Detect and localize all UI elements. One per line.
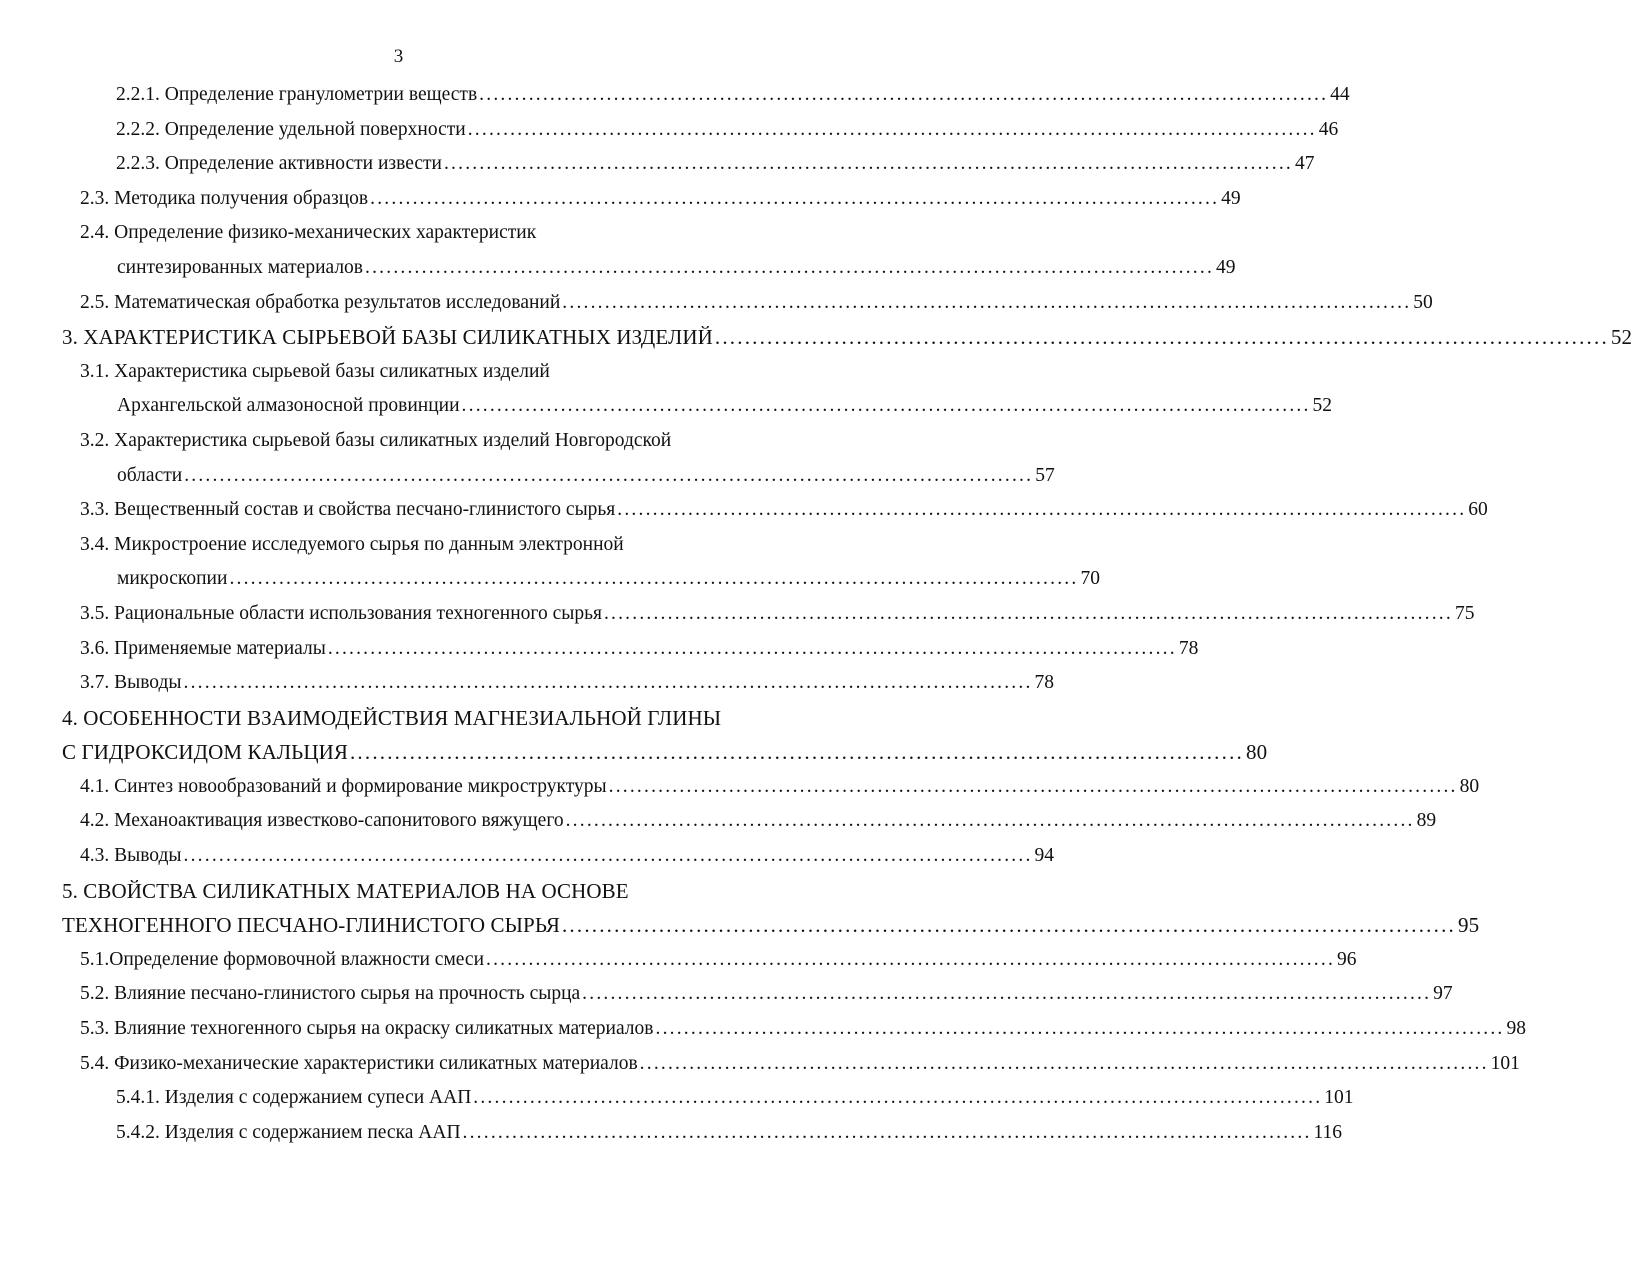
toc-entry [0,389,1333,424]
toc-entry-title: 3.3. Вещественный состав и свойства песчано-глинистого сырья [80,499,616,521]
toc-entry-page-number: 89 [1416,810,1437,832]
toc-entry-page-number: 70 [1080,568,1100,590]
toc-entry-title: 2.2.3. Определение активности извести [116,153,442,175]
toc-entry [0,632,1199,667]
toc-entry [0,701,797,736]
toc-entry-page-number: 46 [1318,118,1339,140]
dot-leader: ........................................................................................................................ [714,325,1609,350]
toc-entry [0,78,1350,113]
toc-entry [0,597,1475,632]
toc-entry [0,804,1437,839]
toc-entry [0,839,1055,874]
toc-entry-page-number: 44 [1330,84,1350,105]
toc-entry-page-number: 78 [1178,637,1199,659]
toc-entry-title: 5. СВОЙСТВА СИЛИКАТНЫХ МАТЕРИАЛОВ НА ОСНОВЕ [62,878,629,903]
toc-entry [0,286,1433,321]
toc-entry-title: ТЕХНОГЕННОГО ПЕСЧАНО-ГЛИНИСТОГО СЫРЬЯ [62,913,560,938]
toc-entry [0,874,797,909]
dot-leader: ........................................................................................................................ [473,1087,1323,1109]
dot-leader: ........................................................................................................................ [479,84,1329,105]
dot-leader: ........................................................................................................................ [655,1018,1505,1040]
toc-entry [0,355,797,390]
toc-entry [0,977,1453,1012]
toc-entry [0,251,1236,286]
dot-leader: ........................................................................................................................ [561,913,1456,938]
toc-entry-page-number: 49 [1221,187,1241,209]
toc-entry [0,943,1357,978]
dot-leader: ........................................................................................................................ [565,810,1415,832]
dot-leader: ........................................................................................................................ [608,775,1458,797]
toc-entry-page-number: 94 [1034,845,1055,867]
toc-entry-title: Архангельской алмазоносной провинции [117,395,460,417]
toc-entry-title: 5.4.1. Изделия с содержанием супеси ААП [116,1087,472,1109]
dot-leader: ........................................................................................................................ [617,499,1467,521]
toc-entry [0,320,1632,355]
dot-leader: ........................................................................................................................ [461,395,1311,417]
toc-entry-title: 5.3. Влияние техногенного сырья на окраску силикатных материалов [80,1018,654,1040]
toc-entry-page-number: 116 [1313,1121,1343,1143]
toc-entry [0,459,1055,494]
dot-leader: ........................................................................................................................ [562,291,1412,313]
toc-entry-title: С ГИДРОКСИДОМ КАЛЬЦИЯ [62,740,348,765]
toc-entry-page-number: 50 [1413,291,1433,313]
toc-entry-title: 5.4.2. Изделия с содержанием песка ААП [116,1121,461,1143]
table-of-contents [0,78,1632,1150]
toc-entry [0,1047,1520,1082]
toc-entry-title: 4.2. Механоактивация известково-сапонитового вяжущего [80,810,564,832]
toc-entry-title: микроскопии [117,568,228,590]
toc-entry-title: 3.5. Рациональные области использования техногенного сырья [80,602,602,624]
dot-leader: ........................................................................................................................ [365,256,1215,278]
toc-entry-title: 2.4. Определение физико-механических характеристик [80,222,537,244]
toc-entry [0,528,797,563]
dot-leader: ........................................................................................................................ [184,464,1034,486]
page-number: 3 [393,46,404,67]
toc-entry [0,113,1339,148]
toc-entry [0,424,797,459]
toc-entry-title: синтезированных материалов [117,256,364,278]
dot-leader: ........................................................................................................................ [467,118,1317,140]
toc-entry-page-number: 97 [1433,983,1453,1005]
toc-entry-page-number: 75 [1454,602,1475,624]
toc-entry-page-number: 80 [1245,740,1268,765]
toc-entry-page-number: 47 [1294,153,1315,175]
dot-leader: ........................................................................................................................ [486,948,1336,970]
toc-entry-title: 3.4. Микростроение исследуемого сырья по данным электронной [80,533,624,555]
toc-entry-title: 5.2. Влияние песчано-глинистого сырья на прочность сырца [80,983,581,1005]
toc-entry-page-number: 60 [1468,499,1488,521]
toc-entry-page-number: 52 [1312,395,1333,417]
toc-entry-title: 4.1. Синтез новообразований и формирование микроструктуры [80,775,607,797]
toc-entry-title: 3.1. Характеристика сырьевой базы силикатных изделий [80,360,550,382]
toc-entry-page-number: 78 [1034,672,1055,694]
toc-entry-title: 2.3. Методика получения образцов [80,187,369,209]
toc-entry-title: 5.1.Определение формовочной влажности смеси [80,948,485,970]
dot-leader: ........................................................................................................................ [327,637,1177,659]
toc-entry [0,147,1315,182]
toc-entry-title: 2.2.1. Определение гранулометрии веществ [116,84,478,105]
toc-entry [0,493,1488,528]
dot-leader: ........................................................................................................................ [582,983,1432,1005]
toc-entry [0,735,1268,770]
toc-entry-title: 4.3. Выводы [80,845,182,867]
toc-entry-page-number: 96 [1337,948,1357,970]
toc-entry [0,182,1241,217]
toc-entry [0,562,1100,597]
toc-entry-page-number: 95 [1457,913,1480,938]
dot-leader: ........................................................................................................................ [462,1121,1312,1143]
dot-leader: ........................................................................................................................ [183,845,1033,867]
toc-entry-page-number: 52 [1610,325,1632,350]
toc-entry-title: 3. ХАРАКТЕРИСТИКА СЫРЬЕВОЙ БАЗЫ СИЛИКАТНЫХ ИЗДЕЛИЙ [62,325,713,350]
toc-entry-title: 3.6. Применяемые материалы [80,637,326,659]
toc-entry-title: области [117,464,183,486]
toc-entry-page-number: 80 [1459,775,1480,797]
toc-entry-title: 3.2. Характеристика сырьевой базы силикатных изделий Новгородской [80,429,672,451]
toc-entry [0,1012,1526,1047]
toc-entry-page-number: 57 [1035,464,1055,486]
dot-leader: ........................................................................................................................ [349,740,1244,765]
toc-entry [0,216,797,251]
toc-entry-title: 3.7. Выводы [80,672,182,694]
toc-entry-title: 5.4. Физико-механические характеристики силикатных материалов [80,1052,638,1074]
toc-entry [0,908,1480,943]
toc-entry-page-number: 101 [1324,1087,1354,1109]
toc-entry-title: 2.5. Математическая обработка результатов исследований [80,291,561,313]
toc-entry-title: 2.2.2. Определение удельной поверхности [116,118,466,140]
toc-entry-page-number: 49 [1216,256,1236,278]
toc-entry [0,770,1480,805]
toc-entry [0,666,1055,701]
dot-leader: ........................................................................................................................ [370,187,1220,209]
toc-entry-title: 4. ОСОБЕННОСТИ ВЗАИМОДЕЙСТВИЯ МАГНЕЗИАЛЬНОЙ ГЛИНЫ [62,705,722,730]
toc-entry-page-number: 101 [1490,1052,1520,1074]
dot-leader: ........................................................................................................................ [603,602,1453,624]
dot-leader: ........................................................................................................................ [639,1052,1489,1074]
dot-leader: ........................................................................................................................ [183,672,1033,694]
toc-entry [0,1081,1354,1116]
dot-leader: ........................................................................................................................ [443,153,1293,175]
toc-entry [0,1116,1343,1151]
dot-leader: ........................................................................................................................ [229,568,1079,590]
toc-entry-page-number: 98 [1506,1018,1526,1040]
